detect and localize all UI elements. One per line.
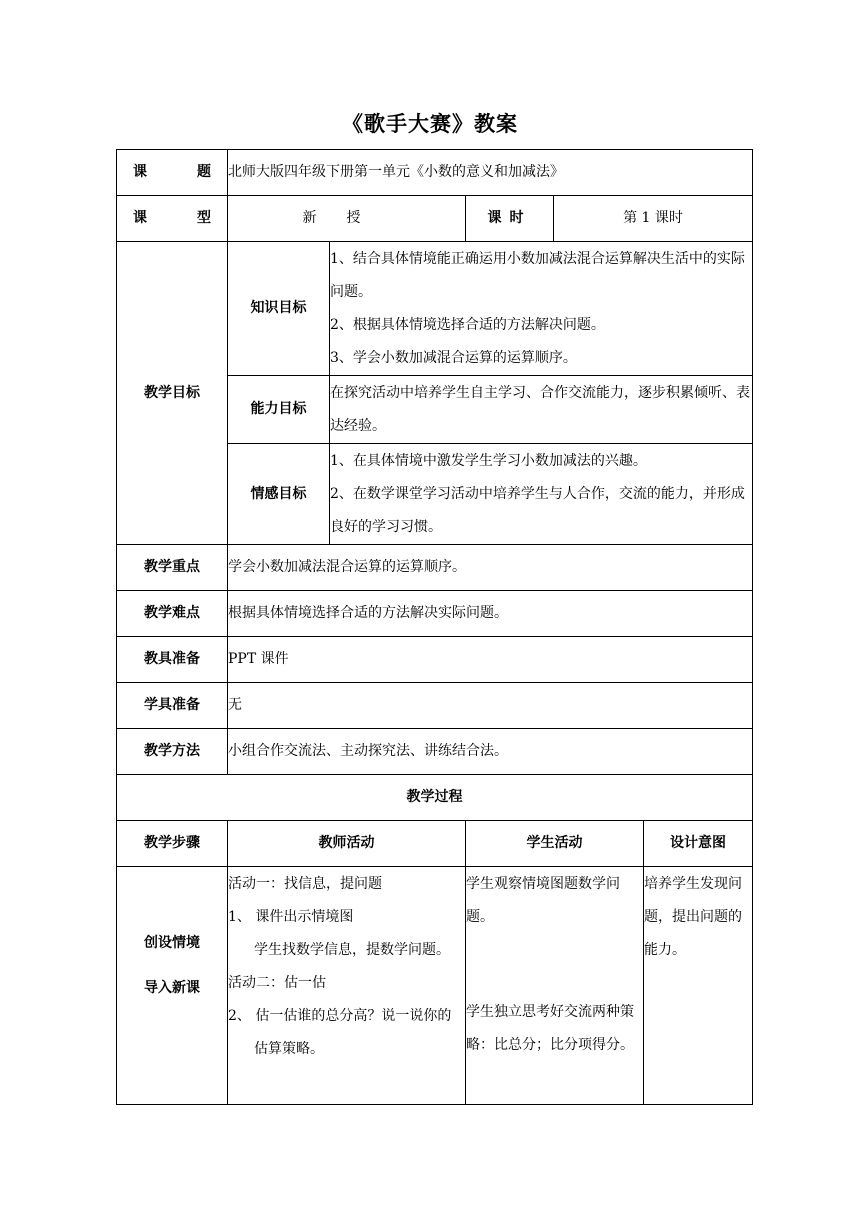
topic-label-char-2: 题 bbox=[197, 164, 211, 180]
activity-title: 活动一：找信息，提问题 bbox=[228, 876, 382, 892]
lesson-plan-table bbox=[116, 149, 753, 1105]
student-activity-gap bbox=[466, 934, 643, 996]
knowledge-goal-row bbox=[117, 242, 753, 376]
key-point-label: 教学重点 bbox=[117, 545, 228, 591]
activity-title: 活动二：估一估 bbox=[228, 975, 326, 991]
process-step-row bbox=[117, 867, 753, 1105]
period-value: 第 1 课时 bbox=[554, 196, 753, 242]
difficulty-value: 根据具体情境选择合适的方法解决实际问题。 bbox=[228, 591, 753, 637]
key-point-value: 学会小数加减法混合运算的运算顺序。 bbox=[228, 545, 753, 591]
emotion-goal-line: 2、在数学课堂学习活动中培养学生与人合作，交流的能力，并形成良好的学习习惯。 bbox=[330, 485, 745, 535]
learning-aids-label: 学具准备 bbox=[117, 683, 228, 729]
topic-label bbox=[117, 150, 228, 196]
knowledge-goal-line: 3、学会小数加减混合运算的运算顺序。 bbox=[330, 349, 577, 366]
step-name bbox=[117, 867, 228, 1105]
student-activity bbox=[466, 867, 644, 1105]
knowledge-goal-line: 2、根据具体情境选择合适的方法解决问题。 bbox=[330, 316, 605, 333]
topic-row bbox=[117, 150, 753, 196]
ability-goal-content: 在探究活动中培养学生自主学习、合作交流能力，逐步积累倾听、表达经验。 bbox=[330, 376, 753, 444]
emotion-goal-label: 情感目标 bbox=[228, 444, 330, 545]
step-name-line: 创设情境 bbox=[144, 934, 200, 951]
knowledge-goal-label: 知识目标 bbox=[228, 242, 330, 376]
document-title: 《歌手大赛》教案 bbox=[342, 112, 518, 136]
key-point-row bbox=[117, 545, 753, 591]
column-header-step: 教学步骤 bbox=[117, 821, 228, 867]
process-heading-row bbox=[117, 775, 753, 821]
column-header-student: 学生活动 bbox=[466, 821, 644, 867]
teaching-aids-row bbox=[117, 637, 753, 683]
type-label-char-1: 课 bbox=[133, 210, 147, 226]
type-value: 新授 bbox=[228, 196, 466, 242]
goals-label: 教学目标 bbox=[117, 242, 228, 545]
student-activity-text: 学生独立思考好交流两种策略：比总分；比分项得分。 bbox=[466, 1004, 634, 1053]
step-name-line: 导入新课 bbox=[144, 979, 200, 996]
process-heading: 教学过程 bbox=[117, 775, 753, 821]
activity-item: 2、 估一估谁的总分高？说一说你的估算策略。 bbox=[228, 1008, 452, 1057]
topic-label-char-1: 课 bbox=[133, 164, 147, 180]
method-label: 教学方法 bbox=[117, 729, 228, 775]
design-intent: 培养学生发现问题，提出问题的能力。 bbox=[644, 867, 753, 1105]
learning-aids-value: 无 bbox=[228, 683, 753, 729]
method-row bbox=[117, 729, 753, 775]
method-value: 小组合作交流法、主动探究法、讲练结合法。 bbox=[228, 729, 753, 775]
teaching-aids-label: 教具准备 bbox=[117, 637, 228, 683]
type-row bbox=[117, 196, 753, 242]
ability-goal-label: 能力目标 bbox=[228, 376, 330, 444]
activity-item: 1、 课件出示情境图 bbox=[228, 909, 354, 925]
column-header-intent: 设计意图 bbox=[644, 821, 753, 867]
knowledge-goal-content bbox=[330, 242, 753, 376]
emotion-goal-line: 1、在具体情境中激发学生学习小数加减法的兴趣。 bbox=[330, 452, 647, 469]
topic-value: 北师大版四年级下册第一单元《小数的意义和加减法》 bbox=[228, 150, 753, 196]
activity-sub-item: 学生找数学信息，提数学问题。 bbox=[254, 942, 450, 958]
teaching-aids-value: PPT 课件 bbox=[228, 637, 753, 683]
student-activity-text: 学生观察情境图题数学问题。 bbox=[466, 876, 620, 925]
column-header-teacher: 教师活动 bbox=[228, 821, 466, 867]
period-label: 课时 bbox=[466, 196, 554, 242]
type-label bbox=[117, 196, 228, 242]
teacher-activity bbox=[228, 867, 466, 1105]
emotion-goal-content bbox=[330, 444, 753, 545]
learning-aids-row bbox=[117, 683, 753, 729]
knowledge-goal-line: 1、结合具体情境能正确运用小数加减法混合运算解决生活中的实际问题。 bbox=[330, 250, 745, 300]
process-header-row bbox=[117, 821, 753, 867]
difficulty-label: 教学难点 bbox=[117, 591, 228, 637]
type-label-char-2: 型 bbox=[197, 210, 211, 226]
difficulty-row bbox=[117, 591, 753, 637]
